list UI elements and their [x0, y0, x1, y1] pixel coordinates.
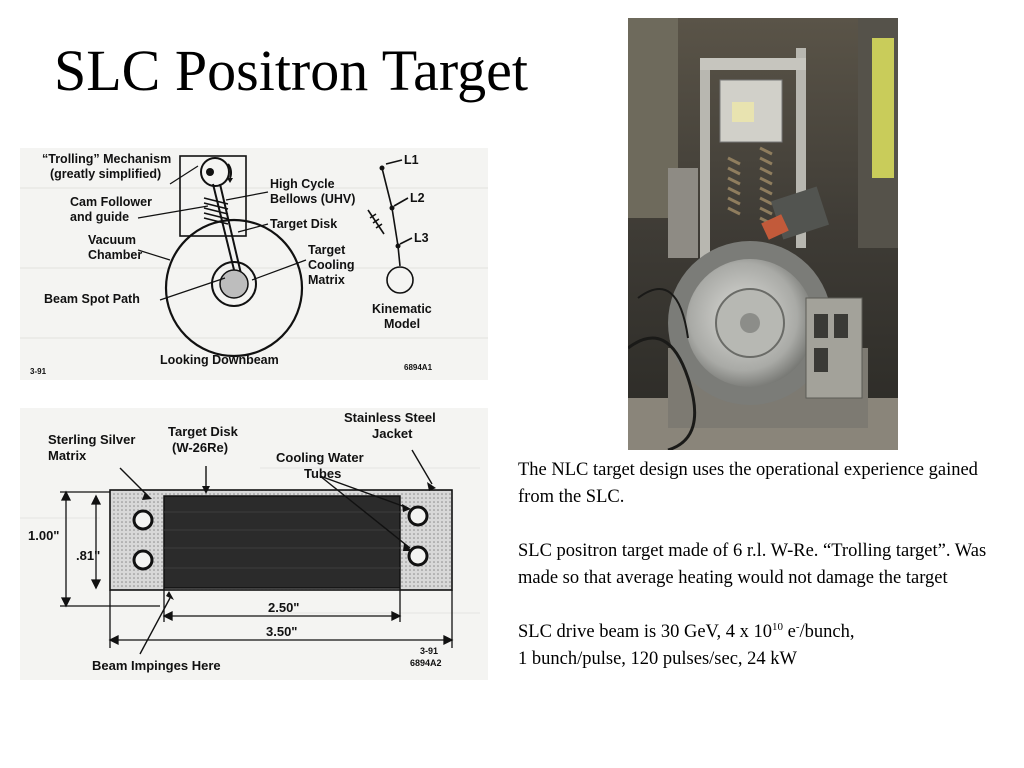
- label-target-disk: Target Disk: [270, 217, 338, 231]
- figure-code-line1: 3-91: [420, 646, 439, 656]
- label-l3: L3: [414, 231, 429, 245]
- cooling-tube-right-bottom: [409, 547, 427, 565]
- label-cam-follower: Cam Follower: [70, 195, 152, 209]
- drive-beam-line-2: 1 bunch/pulse, 120 pulses/sec, 24 kW: [518, 649, 797, 669]
- label-stainless-steel: Stainless Steel: [344, 410, 436, 425]
- label-beam-impinges-here: Beam Impinges Here: [92, 658, 221, 673]
- label-sterling-silver: Sterling Silver: [48, 432, 136, 447]
- label-tubes: Tubes: [304, 466, 342, 481]
- dimension-3-50: 3.50": [266, 624, 298, 639]
- figure-code-line2: 6894A2: [410, 658, 442, 668]
- slide-title: SLC Positron Target: [54, 38, 528, 103]
- target-disk: [164, 496, 400, 588]
- trolling-mechanism-diagram: [20, 148, 488, 380]
- paragraph-slc-target: SLC positron target made of 6 r.l. W-Re. “Trolling target”. Was made so that average heating would not damage the target: [518, 541, 987, 588]
- target-assembly-photo: [628, 18, 898, 450]
- slide-body-text: [518, 457, 1018, 700]
- label-w26re: (W-26Re): [172, 440, 229, 455]
- label-target-disk: Target Disk: [168, 424, 238, 439]
- label-greatly-simplified: (greatly simplified): [50, 167, 162, 181]
- cooling-tube-left-bottom: [134, 551, 152, 569]
- label-vacuum: Vacuum: [88, 233, 136, 247]
- cooling-tube-right-top: [409, 507, 427, 525]
- label-beam-spot-path: Beam Spot Path: [44, 292, 140, 306]
- exponent-10: 10: [772, 620, 784, 633]
- dimension-0-81: .81": [76, 548, 101, 563]
- cam-disc: [201, 158, 229, 186]
- figure-code-left: 3-91: [30, 367, 47, 376]
- label-and-guide: and guide: [70, 210, 130, 224]
- label-l1: L1: [404, 153, 419, 167]
- label-bellows-uhv: Bellows (UHV): [270, 192, 356, 206]
- label-matrix: Matrix: [48, 448, 87, 463]
- paragraph-nlc-design: The NLC target design uses the operational experience gained from the SLC.: [518, 460, 978, 507]
- cooling-tube-left-top: [134, 511, 152, 529]
- drive-beam-text-c: /bunch,: [799, 622, 855, 642]
- label-looking-downbeam: Looking Downbeam: [160, 353, 279, 367]
- dimension-2-50: 2.50": [268, 600, 300, 615]
- label-chamber: Chamber: [88, 248, 143, 262]
- label-high-cycle: High Cycle: [270, 177, 335, 191]
- label-cooling: Cooling: [308, 258, 355, 272]
- figure-code-right: 6894A1: [404, 363, 433, 372]
- drive-beam-text-a: SLC drive beam is 30 GeV, 4 x 10: [518, 622, 773, 642]
- label-trolling-mechanism: “Trolling” Mechanism: [42, 152, 172, 166]
- drive-beam-text-b: e: [783, 622, 796, 642]
- cooling-matrix: [220, 270, 248, 298]
- paragraph-drive-beam: [518, 619, 1018, 673]
- label-target: Target: [308, 243, 346, 257]
- label-jacket: Jacket: [372, 426, 413, 441]
- dimension-1-00: 1.00": [28, 528, 60, 543]
- label-cooling-water: Cooling Water: [276, 450, 364, 465]
- electron-charge-sign: -: [795, 620, 800, 633]
- label-matrix: Matrix: [308, 273, 345, 287]
- target-cross-section-diagram: [20, 408, 488, 680]
- label-model: Model: [384, 317, 421, 331]
- label-l2: L2: [410, 191, 425, 205]
- label-kinematic: Kinematic: [372, 302, 432, 316]
